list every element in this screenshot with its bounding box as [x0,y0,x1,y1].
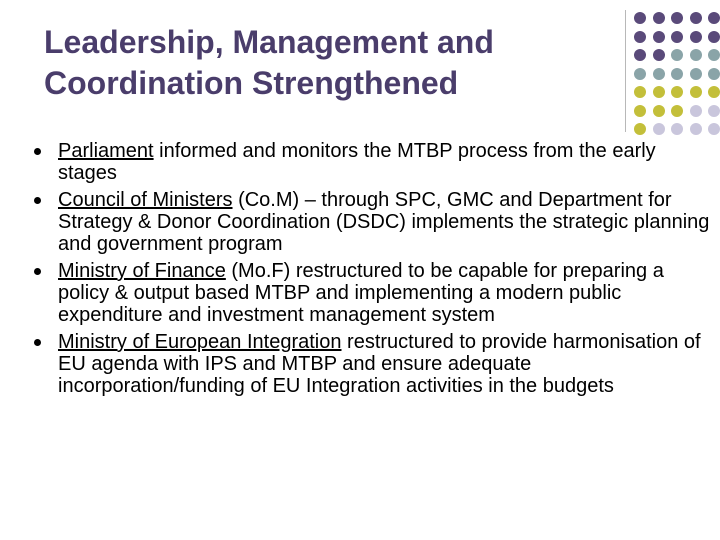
decorative-dot [634,12,646,24]
decorative-dot [653,12,665,24]
decorative-dot [708,123,720,135]
decorative-dot [690,123,702,135]
bullet-term: Ministry of European Integration [58,331,342,353]
bullet-term: Parliament [58,140,154,162]
decorative-dot [708,86,720,98]
decorative-dot [653,105,665,117]
decorative-dot [690,31,702,43]
decorative-dot [708,68,720,80]
decorative-dot [708,31,720,43]
bullet-icon [34,268,41,275]
decorative-dot [653,123,665,135]
bullet-text: (Mo.F) restructured to be capable for preparing a policy & output based MTBP and implementing a modern public expenditure and investment management system [58,260,664,326]
decorative-dot [634,86,646,98]
bullet-term: Ministry of Finance [58,260,226,282]
bullet-list [34,140,714,402]
bullet-item-european-integration [34,331,714,397]
decorative-dot [634,68,646,80]
decorative-dot [708,12,720,24]
decorative-dot [634,49,646,61]
decorative-dot [653,49,665,61]
decorative-dot [690,105,702,117]
bullet-text: informed and monitors the MTBP process from the early stages [58,140,656,184]
decorative-dot [671,31,683,43]
decorative-dot [671,12,683,24]
decorative-dot [708,105,720,117]
decorative-dot [653,31,665,43]
bullet-text: (Co.M) – through SPC, GMC and Department for Strategy & Donor Coordination (DSDC) implements the strategic planning and government program [58,189,710,255]
decorative-dot [653,86,665,98]
decorative-dot [671,123,683,135]
bullet-text: restructured to provide harmonisation of EU agenda with IPS and MTBP and ensure adequate incorporation/funding of EU Integration activities in the budgets [58,331,701,397]
decorative-dot [634,105,646,117]
decorative-dot [671,49,683,61]
bullet-term: Council of Ministers [58,189,233,211]
decorative-dot [708,49,720,61]
bullet-item-finance [34,260,714,326]
decorative-dot [690,49,702,61]
decorative-dot [653,68,665,80]
decorative-dot [671,68,683,80]
bullet-icon [34,339,41,346]
bullet-item-parliament [34,140,714,184]
decorative-dot [690,12,702,24]
decorative-dot [634,123,646,135]
bullet-item-council [34,189,714,255]
bullet-icon [34,148,41,155]
slide-title: Leadership, Management and Coordination Strengthened [44,24,494,101]
divider-line [625,10,626,132]
decorative-dot [690,68,702,80]
decorative-dot [690,86,702,98]
bullet-icon [34,197,41,204]
decorative-dot [671,105,683,117]
decorative-dot [671,86,683,98]
decorative-dot [634,31,646,43]
